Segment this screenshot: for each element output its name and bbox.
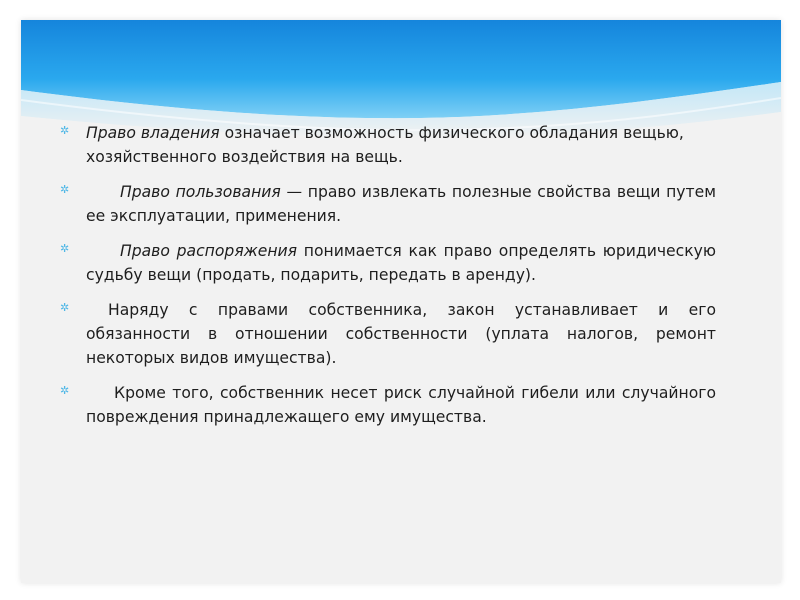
list-item-text <box>86 121 716 169</box>
term-label: Право пользования <box>120 183 281 201</box>
bullet-list <box>60 121 716 440</box>
term-label: Право распоряжения <box>120 242 298 260</box>
list-item-text <box>86 180 716 228</box>
paragraph-text: Наряду с правами собственника, закон устанавливает и его обязанности в отношении собственности (уплата налогов, ремонт некоторых видов имущества). <box>86 301 716 367</box>
list-item-text <box>86 298 716 370</box>
star-bullet-icon: ✲ <box>60 301 70 314</box>
list-item-text <box>86 239 716 287</box>
star-bullet-icon: ✲ <box>60 242 70 255</box>
term-label: Право владения <box>86 124 220 142</box>
list-item <box>60 239 716 287</box>
list-item-text <box>86 381 716 429</box>
list-item <box>60 180 716 228</box>
star-bullet-icon: ✲ <box>60 183 70 196</box>
star-bullet-icon: ✲ <box>60 124 70 137</box>
term-description: — право извлекать полезные свойства вещи путем ее эксплуатации, применения. <box>86 183 716 225</box>
list-item <box>60 121 716 169</box>
star-bullet-icon: ✲ <box>60 384 70 397</box>
term-description: понимается как право определять юридическую судьбу вещи (продать, подарить, передать в аренду). <box>86 242 716 284</box>
term-description: означает возможность физического обладания вещью, хозяйственного воздействия на вещь. <box>86 124 684 166</box>
list-item <box>60 381 716 429</box>
list-item <box>60 298 716 370</box>
paragraph-text: Кроме того, собственник несет риск случайной гибели или случайного повреждения принадлежащего ему имущества. <box>86 384 716 426</box>
